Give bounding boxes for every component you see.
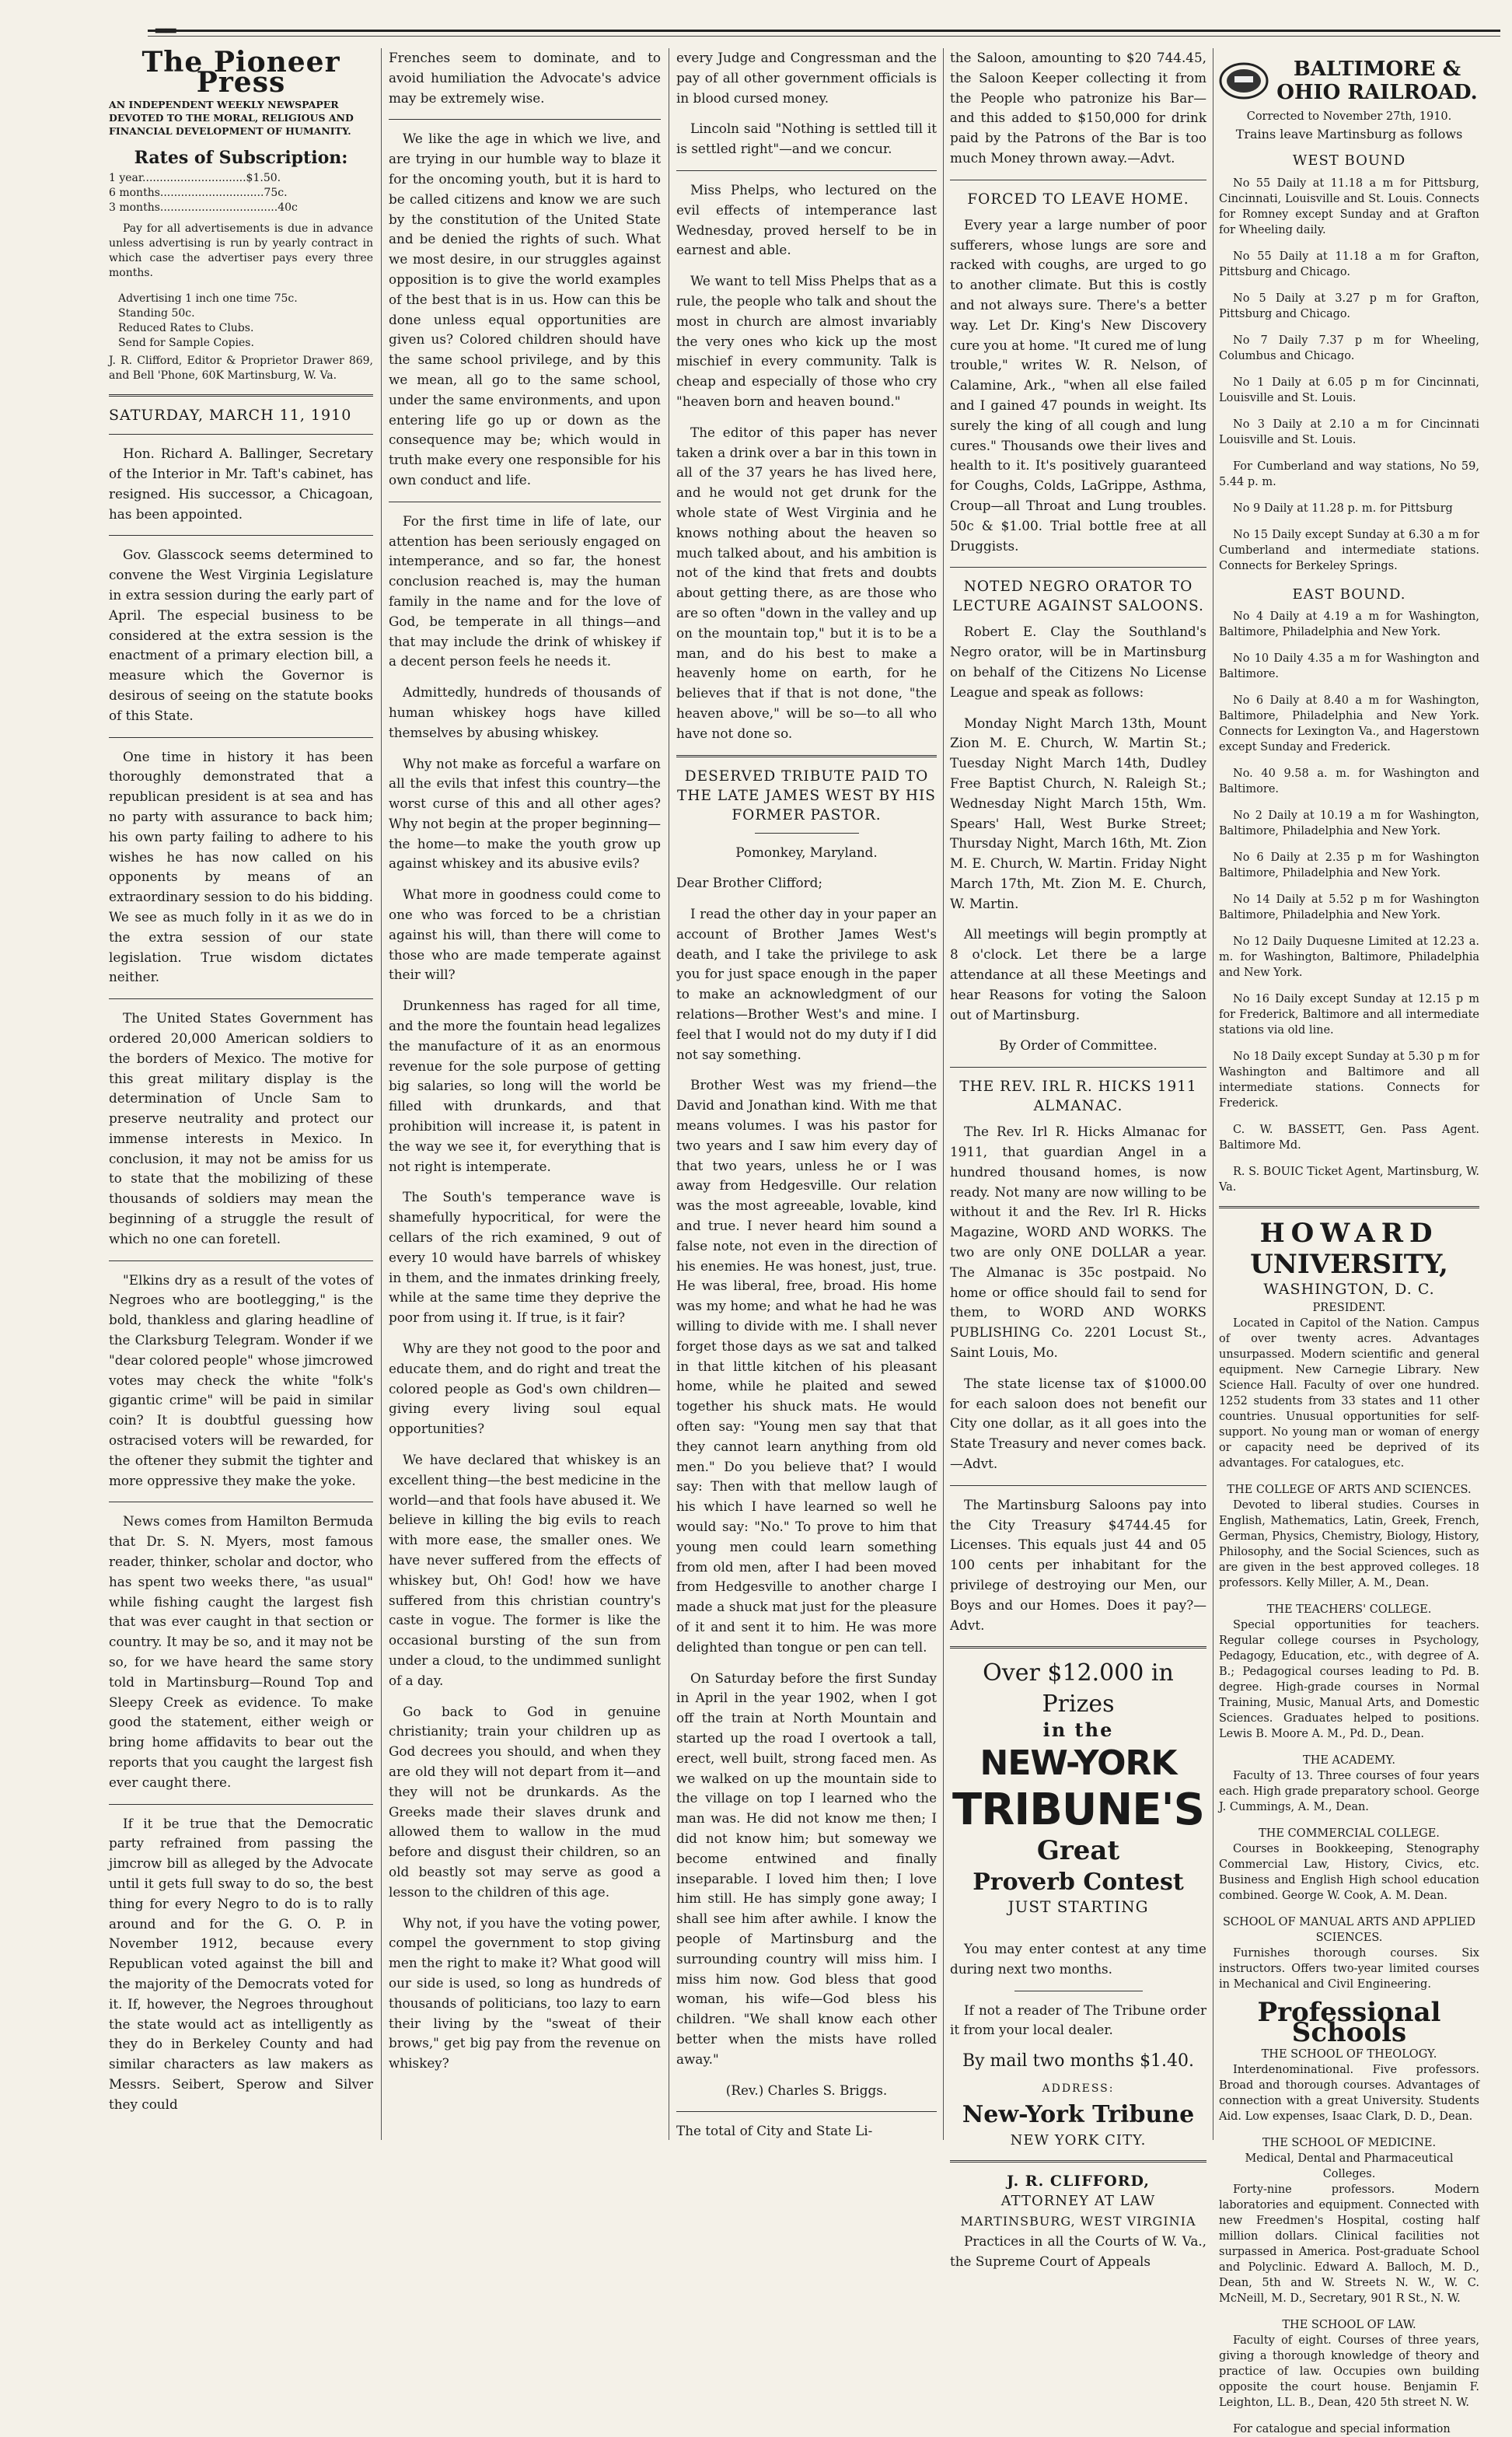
train-item: No 18 Daily except Sunday at 5.30 p m for Washington and Baltimore and all intermediate stations. Connects for Frederick. xyxy=(1219,1051,1479,1110)
train-item: No 9 Daily at 11.28 p. m. for Pittsburg xyxy=(1233,502,1453,515)
train-item: No 14 Daily at 5.52 p m for Washington Baltimore, Philadelphia and New York. xyxy=(1219,893,1479,922)
letter-place: Pomonkey, Maryland. xyxy=(735,844,878,860)
school-heading: THE SCHOOL OF MEDICINE. xyxy=(1262,2136,1437,2149)
ad-text: You may enter contest at any time during next two months. xyxy=(950,1940,1206,1977)
train-item: No 1 Daily at 6.05 p m for Cincinnati, Louisville and St. Louis. xyxy=(1219,376,1479,404)
school-para: Courses in Bookkeeping, Stenography Commercial Law, History, Civics, etc. Business and English High school education combined. George W. Cook, A. M. Dean. xyxy=(1219,1843,1479,1903)
column-2 xyxy=(389,48,661,2148)
school-heading: THE ACADEMY. xyxy=(1303,1754,1395,1767)
west-bound-heading: WEST BOUND xyxy=(1292,152,1406,169)
advert-rate-line: Send for Sample Copies. xyxy=(118,337,254,350)
article-paragraph: Miss Phelps, who lectured on the evil effects of intemperance last Wednesday, proved herself to be in earnest and able. xyxy=(676,181,937,258)
divider xyxy=(109,737,373,738)
timetable-corrected: Corrected to November 27th, 1910. xyxy=(1246,110,1452,123)
article-paragraph: Monday Night March 13th, Mount Zion M. E. Church, W. Martin St.; Tuesday Night March 14th, Dudley Free Baptist Church, N. Raleigh St.; Wednesday Night March 15th, Wm. Spears' Hall, West Burke Street; Thursday Night, March 16th, Mt. Zion M. E. Church, W. Martin. Friday Night March 17th, Mt. Zion M. E. Church, W. Martin. xyxy=(950,715,1206,911)
by-order: By Order of Committee. xyxy=(999,1037,1158,1054)
card-title: ATTORNEY AT LAW xyxy=(1000,2193,1156,2210)
ad-starting: JUST STARTING xyxy=(1007,1897,1149,1917)
article-paragraph: The Martinsburg Saloons pay into the City Treasury $4744.45 for Licenses. This equals just 44 and 05 100 cents per inhabitant for the privilege of destroying our Men, our Boys and our Homes. Does it pay?—Advt. xyxy=(950,1496,1206,1633)
divider xyxy=(676,170,937,171)
card-practice: Practices in all the Courts of W. Va., the Supreme Court of Appeals xyxy=(950,2232,1206,2269)
divider xyxy=(109,434,373,435)
school-heading: SCHOOL OF MANUAL ARTS AND APPLIED SCIENCES. xyxy=(1222,1916,1476,1945)
article-paragraph: Lincoln said "Nothing is settled till it is settled right"—and we concur. xyxy=(676,121,937,157)
editor-line: J. R. Clifford, Editor & Proprietor Drawer 869, and Bell 'Phone, 60K Martinsburg, W. Va. xyxy=(109,355,373,383)
article-paragraph: The editor of this paper has never taken a drink over a bar in this town in all of the 37 years he has lived here, and he would not get drunk for the whole state of West Virginia and he knows nothing about the heaven so much talked about, and his ambition is not of the kind that frets and doubts about getting there, as are those who are so often "down in the valley and up on the mountain top," but it is to be a man, and do his best to make a heavenly home on earth, for he believes that if that is not done, "the heaven above," will be so—to all who have not done so. xyxy=(676,424,937,741)
school-para: For catalogue and special information xyxy=(1233,2422,1451,2435)
university-para: Located in Capitol of the Nation. Campus of over twenty acres. Advantages unsurpassed. Modern scientific and general equipment. New Carnegie Library. New Science Hall. Faculty of over one hundred. 1252 students from 33 states and 11 other countries. Unusual opportunities for self-support. No young man or woman of energy or capacity need be deprived of its advantages. For catalogues, etc. xyxy=(1219,1317,1479,1470)
advert-rates xyxy=(109,292,373,351)
article-headline: THE REV. IRL R. HICKS 1911 ALMANAC. xyxy=(959,1079,1197,1115)
railroad-name: BALTIMORE & OHIO RAILROAD. xyxy=(1276,58,1478,104)
article-paragraph: Every year a large number of poor sufferers, whose lungs are sore and racked with coughs, are urged to go to another climate. But this is costly and not always sure. There's a better way. Let Dr. King's New Discovery cure you at home. "It cured me of lung trouble," writes W. R. Nelson, of Calamine, Ark., "when all else failed and I gained 47 pounds in weight. Its surely the king of all cough and lung cures." Thousands owe their lives and health to it. It's positively guaranteed for Coughs, Colds, LaGrippe, Asthma, Croup—all Throat and Lung troubles. 50c & $1.00. Trial bottle free at all Druggists. xyxy=(950,216,1206,554)
divider xyxy=(950,1067,1206,1068)
article-paragraph: For the first time in life of late, our attention has been seriously engaged on intemperance, and so far, the honest conclusion reached is, may the human family in the name and for the love of God, be temperate in all things—and that may include the drink of whiskey if a decent person feels he needs it. xyxy=(389,512,661,670)
article-paragraph: I read the other day in your paper an account of Brother James West's death, and I take the privilege to ask you for just space enough in the paper to make an acknowledgment of our relations—Brother West's and mine. I feel that I would not do my duty if I did not say something. xyxy=(676,906,937,1062)
advert-rate-line: Advertising 1 inch one time 75c. xyxy=(118,292,298,306)
article-headline: NOTED NEGRO ORATOR TO LECTURE AGAINST SALOONS. xyxy=(952,579,1204,615)
school-para: Special opportunities for teachers. Regular college courses in Psychology, Pedagogy, Education, etc., with degree of A. B.; Pedagogical courses leading to Pd. B. degree. High-grade courses in Normal Training, Music, Manual Arts, and Domestic Sciences. Graduates helped to positions. Lewis B. Moore A. M., Pd. D., Dean. xyxy=(1219,1619,1479,1741)
article-paragraph: Admittedly, hundreds of thousands of human whiskey hogs have killed themselves by abusing whiskey. xyxy=(389,684,661,740)
article-paragraph: Hon. Richard A. Ballinger, Secretary of the Interior in Mr. Taft's cabinet, has resigned. His successor, a Chicagoan, has been appointed. xyxy=(109,446,373,522)
ad-proverb: Proverb Contest xyxy=(972,1869,1184,1897)
divider xyxy=(676,755,937,757)
ad-address-label: ADDRESS: xyxy=(1042,2082,1115,2095)
divider xyxy=(676,2111,937,2112)
ad-prizes: Over $12.000 in Prizes xyxy=(983,1659,1174,1718)
train-item: No 5 Daily at 3.27 p m for Grafton, Pittsburg and Chicago. xyxy=(1219,292,1479,320)
divider xyxy=(950,1646,1206,1649)
column-1 xyxy=(109,48,373,2148)
train-item: No 4 Daily at 4.19 a m for Washington, Baltimore, Philadelphia and New York. xyxy=(1219,610,1479,639)
card-name: J. R. CLIFFORD, xyxy=(1007,2172,1150,2190)
school-heading: THE COLLEGE OF ARTS AND SCIENCES. xyxy=(1227,1484,1472,1497)
train-item: No 6 Daily at 8.40 a m for Washington, Baltimore, Philadelphia and New York. Connects for Lexington Va., and Hagerstown except Sunday and Frederick. xyxy=(1219,694,1479,754)
divider xyxy=(1219,1206,1479,1208)
howard-title: HOWARD xyxy=(1259,1218,1439,1250)
divider xyxy=(109,1260,373,1261)
article-headline: FORCED TO LEAVE HOME. xyxy=(967,191,1189,208)
column-4 xyxy=(950,48,1206,2269)
article-paragraph: Why not make as forceful a warfare on all the evils that infest this country—the worst curse of this and all other ages? Why not begin at the proper beginning—the home—to make the youth grow up against whiskey and its abusive evils? xyxy=(389,755,661,872)
article-paragraph: Gov. Glasscock seems determined to convene the West Virginia Legislature in extra session during the early part of April. The especial business to be considered at the extra session is the enactment of a primary election bill, a measure which the Governor is desirous of seeing on the statute books of this State. xyxy=(109,547,373,723)
school-para: Faculty of 13. Three courses of four years each. High grade preparatory school. George J. Cummings, A. M., Dean. xyxy=(1219,1770,1479,1814)
school-para: Furnishes thorough courses. Six instructors. Offers two-year limited courses in Mechanical and Civil Engineering. xyxy=(1219,1947,1479,1991)
article-paragraph: One time in history it has been thoroughly demonstrated that a republican president is at sea and has no party with assurance to back him; his own party failing to adhere to his wishes he has now called on his opponents by means of an extraordinary session to do his bidding. We see as much folly in it as we do in the extra session of our state legislation. True wisdom dictates neither. xyxy=(109,748,373,985)
article-headline: DESERVED TRIBUTE PAID TO THE LATE JAMES WEST BY HIS FORMER PASTOR. xyxy=(677,767,936,823)
top-rule-thin xyxy=(148,36,1500,37)
divider xyxy=(109,1804,373,1805)
school-heading: THE TEACHERS' COLLEGE. xyxy=(1266,1603,1432,1617)
school-heading: THE SCHOOL OF THEOLOGY. xyxy=(1261,2047,1437,2061)
article-paragraph: The United States Government has ordered 20,000 American soldiers to the borders of Mexico. The motive for this great military display is the determination of Uncle Sam to preserve neutrality and protect our immense interests in Mexico. In conclusion, it may not be amiss for us to state that the mobilizing of these thousands of soldiers may mean the beginning of a struggle the result of which no one can foretell. xyxy=(109,1010,373,1246)
article-paragraph: the Saloon, amounting to $20 744.45, the Saloon Keeper collecting it from the People who patronize his Bar—and this added to $150,000 for drink paid by the Patrons of the Bar is too much Money thrown away.—Advt. xyxy=(950,50,1206,166)
ad-tribunes: TRIBUNE'S xyxy=(952,1785,1204,1836)
article-paragraph: The total of City and State Li- xyxy=(676,2123,873,2139)
tribune-ad xyxy=(950,1658,1206,2150)
advert-rate-line: Reduced Rates to Clubs. xyxy=(118,322,254,335)
divider xyxy=(109,394,373,397)
top-rule xyxy=(148,30,1500,32)
west-bound-list xyxy=(1219,176,1479,574)
ad-great: Great xyxy=(1036,1835,1120,1867)
ad-in-the: in the xyxy=(1042,1718,1114,1742)
divider xyxy=(389,119,661,120)
divider xyxy=(109,998,373,999)
divider xyxy=(950,567,1206,568)
dateline: SATURDAY, MARCH 11, 1910 xyxy=(109,407,352,425)
train-item: No 55 Daily at 11.18 a m for Pittsburg, Cincinnati, Louisville and St. Louis. Connects for Romney except Sunday and at Grafton for Wheeling daily. xyxy=(1219,177,1479,236)
agent-line: R. S. BOUIC Ticket Agent, Martinsburg, W. Va. xyxy=(1219,1166,1479,1194)
university-title: UNIVERSITY, xyxy=(1250,1249,1448,1281)
train-item: No 6 Daily at 2.35 p m for Washington Baltimore, Philadelphia and New York. xyxy=(1219,851,1479,880)
train-item: No. 40 9.58 a. m. for Washington and Baltimore. xyxy=(1219,767,1479,796)
train-item: For Cumberland and way stations, No 59, 5.44 p. m. xyxy=(1219,460,1479,488)
rates-note: Pay for all advertisements is due in advance unless advertising is run by yearly contract in which case the advertiser pays every three months. xyxy=(109,222,373,280)
school-para: Forty-nine professors. Modern laboratories and equipment. Connected with new Freedmen's Hospital, costing half million dollars. Clinical facilities not surpassed in America. Post-graduate School and Polyclinic. Edward A. Balloch, M. D., Dean, 5th and W. Streets N. W., W. C. McNeill, M. D., Secretary, 901 R St., N. W. xyxy=(1219,2183,1479,2305)
railroad-header xyxy=(1219,58,1479,104)
divider xyxy=(109,535,373,536)
article-paragraph: The South's temperance wave is shamefully hypocritical, for were the cellars of the rich examined, 9 out of every 10 would have barrels of whiskey in them, and the inmates drinking freely, while at the same time they deprive the poor from using it. If true, is it fair? xyxy=(389,1189,661,1326)
article-paragraph: We have declared that whiskey is an excellent thing—the best medicine in the world—and that fools have abused it. We believe in killing the big evils to reach with more ease, the smaller ones. We have never suffered from the effects of whiskey but, Oh! God! how we have suffered from this christian country's caste in vogue. The former is like the occasional bursting of the sun from under a cloud, to the undimmed sunlight of a day. xyxy=(389,1452,661,1688)
article-paragraph: On Saturday before the first Sunday in April in the year 1902, when I got off the train at North Mountain and started up the road I overtook a tall, erect, well built, strong faced men. As we walked on up the mountain side to the village on top I learned who the man was. He did not know me then; I did not know him; but someway we become entwined and finally inseparable. I loved him then; I love him still. He has simply gone away; I shall see him after awhile. I know the people of Martinsburg and the surrounding country will miss him. I miss him now. God bless that good woman, his wife—God bless his children. "We shall know each other better when the mists have rolled away." xyxy=(676,1670,937,2067)
train-item: No 12 Daily Duquesne Limited at 12.23 a. m. for Washington, Baltimore, Philadelphia and New York. xyxy=(1219,935,1479,980)
divider xyxy=(950,2160,1206,2163)
train-item: No 7 Daily 7.37 p m for Wheeling, Columbus and Chicago. xyxy=(1219,334,1479,362)
article-paragraph: Why not, if you have the voting power, compel the government to stop giving men the right to make it? What good will our side is used, so long as hundreds of thousands of politicians, too lazy to earn their living by the "sweat of their brows," get big pay from the revenue on whiskey? xyxy=(389,1914,661,2072)
masthead-subtitle: AN INDEPENDENT WEEKLY NEWSPAPER DEVOTED TO THE MORAL, RELIGIOUS AND FINANCIAL DEVELOPMENT OF HUMANITY. xyxy=(109,98,354,137)
ad-new-york: NEW-YORK xyxy=(979,1743,1177,1784)
president-label: PRESIDENT. xyxy=(1312,1302,1386,1315)
column-3 xyxy=(676,48,937,2148)
east-bound-heading: EAST BOUND. xyxy=(1292,586,1406,603)
train-item: No 16 Daily except Sunday at 12.15 p m for Frederick, Baltimore and all intermediate stations via old line. xyxy=(1219,993,1479,1037)
divider xyxy=(950,1485,1206,1486)
train-item: No 2 Daily at 10.19 a m for Washington, Baltimore, Philadelphia and New York. xyxy=(1219,809,1479,838)
article-paragraph: We want to tell Miss Phelps that as a rule, the people who talk and shout the most in church are almost invariably the very ones who kick up the most mischief in every community. Talk is cheap and especially of those who cry "heaven born and heaven bound." xyxy=(676,273,937,409)
ad-tribune-city: NEW YORK CITY. xyxy=(1010,2131,1147,2149)
article-paragraph: We like the age in which we live, and are trying in our humble way to blaze it for the oncoming youth, but it is hard to be called citizens and know we are such by the constitution of the United State and be denied the rights of such. What we most desire, in our struggles against opposition is to give the world examples of the best that is in us. How can this be done unless equal opportunities are given us? Colored children should have the same school privilege, and by this we mean, all go to the same school, under the same environments, and upon entering life go up or down as the consequence may be; which would in truth make every one responsible for his own conduct and life. xyxy=(389,131,661,488)
professional-schools-heading: Professional Schools xyxy=(1257,1997,1441,2048)
school-heading: THE COMMERCIAL COLLEGE. xyxy=(1259,1827,1440,1841)
letter-signature: (Rev.) Charles S. Briggs. xyxy=(725,2082,888,2098)
agent-line: C. W. BASSETT, Gen. Pass Agent. Baltimore Md. xyxy=(1219,1124,1479,1152)
rate-line: 3 months..................................40c xyxy=(109,201,298,215)
article-paragraph: What more in goodness could come to one who was forced to be a christian against his will, than there will come to those who are made temperate against their will? xyxy=(389,886,661,983)
article-paragraph: Frenches seem to dominate, and to avoid humiliation the Advocate's advice may be extremely wise. xyxy=(389,50,661,106)
article-paragraph: Drunkenness has raged for all time, and the more the fountain head legalizes the manufacture of it as an enormous revenue for the sole purpose of getting big salaries, so long will the world be filled with drunkards, and that prohibition will increase it, is patent in the way we see it, for everything that is not right is intemperate. xyxy=(389,998,661,1174)
train-item: No 15 Daily except Sunday at 6.30 a m for Cumberland and intermediate stations. Connects for Berkeley Springs. xyxy=(1219,528,1479,572)
article-paragraph: The Rev. Irl R. Hicks Almanac for 1911, that guardian Angel in a hundred thousand homes, is now ready. Not many are now willing to be without it and the Rev. Irl R. Hicks Magazine, WORD AND WORKS. The two are only ONE DOLLAR a year. The Almanac is 35c postpaid. No home or office should fail to send for them, to WORD AND WORKS PUBLISHING Co. 2201 Locust St., Saint Louis, Mo. xyxy=(950,1124,1206,1361)
article-paragraph: All meetings will begin promptly at 8 o'clock. Let there be a large attendance at all these Meetings and hear Reasons for voting the Saloon out of Martinsburg. xyxy=(950,926,1206,1023)
article-paragraph: Go back to God in genuine christianity; train your children up as God decrees you should, and when they are old they will not depart from it—and they will not be drunkards. As the Greeks made their slaves drunk and allowed them to wallow in the mud before and disgust their children, so an old beastly sot may serve as good a lesson to the children of this age. xyxy=(389,1703,661,1900)
rates-list xyxy=(109,171,373,215)
university-city: WASHINGTON, D. C. xyxy=(1263,1281,1435,1299)
article-paragraph: Why are they not good to the poor and educate them, and do right and treat the colored people as God's own children—giving every living soul equal opportunities? xyxy=(389,1341,661,1437)
article-paragraph: Brother West was my friend—the David and Jonathan kind. With me that means volumes. I was his pastor for two years and I saw him every day of that two years, unless he or I was away from Hedgesville. Our relation was the most agreeable, lovable, kind and true. I never heard him sound a false note, not even in the direction of his enemies. He was honest, just, true. He was liberal, free, broad. His home was my home; and what he had he was willing to divide with me. I shall never forget those days as we sat and talked in that little kitchen of his pleasant home, while he plaited and sewed together his shuck mats. He would often say: "Young men say that that they cannot learn anything from old men." Do you believe that? I would say: Then with that mellow laugh of his which I have learned so well he would say: "No." To prove to him that young men could learn something from old men, after I had been moved from Hedgesville to another charge I made a shuck mat just for the pleasure of it and sent it to him. He was more delighted than tongue or pen can tell. xyxy=(676,1077,937,1655)
school-heading: THE SCHOOL OF LAW. xyxy=(1282,2318,1416,2331)
advert-rate-line: Standing 50c. xyxy=(118,307,195,320)
school-para: Devoted to liberal studies. Courses in English, Mathematics, Latin, Greek, French, German, Physics, Chemistry, Biology, History, Philosophy, and the Social Sciences, such as are given in the best approved colleges. 18 professors. Kelly Miller, A. M., Dean. xyxy=(1219,1499,1479,1590)
article-paragraph: The state license tax of $1000.00 for each saloon does not benefit our City one dollar, as it all goes into the State Treasury and never comes back.—Advt. xyxy=(950,1375,1206,1472)
article-paragraph: Robert E. Clay the Southland's Negro orator, will be in Martinsburg on behalf of the Citizens No License League and speak as follows: xyxy=(950,624,1206,700)
school-para: Interdenominational. Five professors. Broad and thorough courses. Advantages of connection with a great University. Students Aid. Low expenses, Isaac Clark, D. D., Dean. xyxy=(1219,2063,1479,2123)
railroad-seal-icon xyxy=(1219,62,1269,100)
article-paragraph: News comes from Hamilton Bermuda that Dr. S. N. Myers, most famous reader, thinker, scholar and doctor, who has spent two weeks there, "as usual" while fishing caught the largest fish that was ever caught in that section or country. It may be so, and it may not be so, for we have heard the same story told in Martinsburg—Round Top and Sleepy Creek as evidence. To make good the statement, either weigh or bring home affidavits to bear out the reports that you caught the largest fish ever caught there. xyxy=(109,1513,373,1790)
column-rule xyxy=(381,48,382,2140)
school-para: Faculty of eight. Courses of three years, giving a thorough knowledge of theory and practice of law. Occupies own building opposite the court house. Benjamin F. Leighton, LL. B., Dean, 420 5th street N. W. xyxy=(1219,2334,1479,2409)
train-item: No 10 Daily 4.35 a m for Washington and Baltimore. xyxy=(1219,652,1479,681)
article-paragraph: "Elkins dry as a result of the votes of Negroes who are bootlegging," is the bold, thankless and glaring headline of the Clarksburg Telegram. Wonder if we "dear colored people" whose jimcrowed votes may check the white "folk's gigantic crime" will be paid in similar coin? It is doubtful guessing how ostracised voters will be rewarded, for the oftener they submit the tighter and more oppressive they make the yoke. xyxy=(109,1271,373,1488)
article-paragraph: If it be true that the Democratic party refrained from passing the jimcrow bill as alleged by the Advocate until it gets full sway to do so, the best thing for every Negro to do is to rally around and for the G. O. P. in November 1912, because every Republican voted against the bill and the majority of the Democrats voted for it. If, however, the Negroes throughout the state would act as intelligently as they do in Berkeley County and had similar characters as law makers as Messrs. Seibert, Sperow and Silver they could xyxy=(109,1815,373,2112)
rate-line: 6 months..............................75c. xyxy=(109,187,288,200)
letter-salutation: Dear Brother Clifford; xyxy=(676,875,823,891)
train-item: No 55 Daily at 11.18 a m for Grafton, Pittsburg and Chicago. xyxy=(1219,250,1479,278)
card-place: MARTINSBURG, WEST VIRGINIA xyxy=(960,2214,1196,2229)
rate-line: 1 year..............................$1.50. xyxy=(109,172,281,185)
trains-leave: Trains leave Martinsburg as follows xyxy=(1235,127,1463,142)
rates-title: Rates of Subscription: xyxy=(134,147,348,168)
east-bound-list xyxy=(1219,609,1479,1111)
train-item: No 3 Daily at 2.10 a m for Cincinnati Louisville and St. Louis. xyxy=(1219,418,1479,446)
ad-tribune-name: New-York Tribune xyxy=(962,2100,1195,2128)
article-paragraph: every Judge and Congressman and the pay of all other government officials is in blood cursed money. xyxy=(676,50,937,106)
divider xyxy=(755,833,859,834)
masthead: The Pioneer Press xyxy=(141,46,340,99)
school-subheading: Medical, Dental and Pharmaceutical Colleges. xyxy=(1245,2152,1454,2180)
column-5 xyxy=(1219,48,1479,2435)
ad-price: By mail two months $1.40. xyxy=(962,2051,1195,2072)
column-rule xyxy=(943,48,944,2140)
ad-text: If not a reader of The Tribune order it from your local dealer. xyxy=(950,2002,1206,2038)
